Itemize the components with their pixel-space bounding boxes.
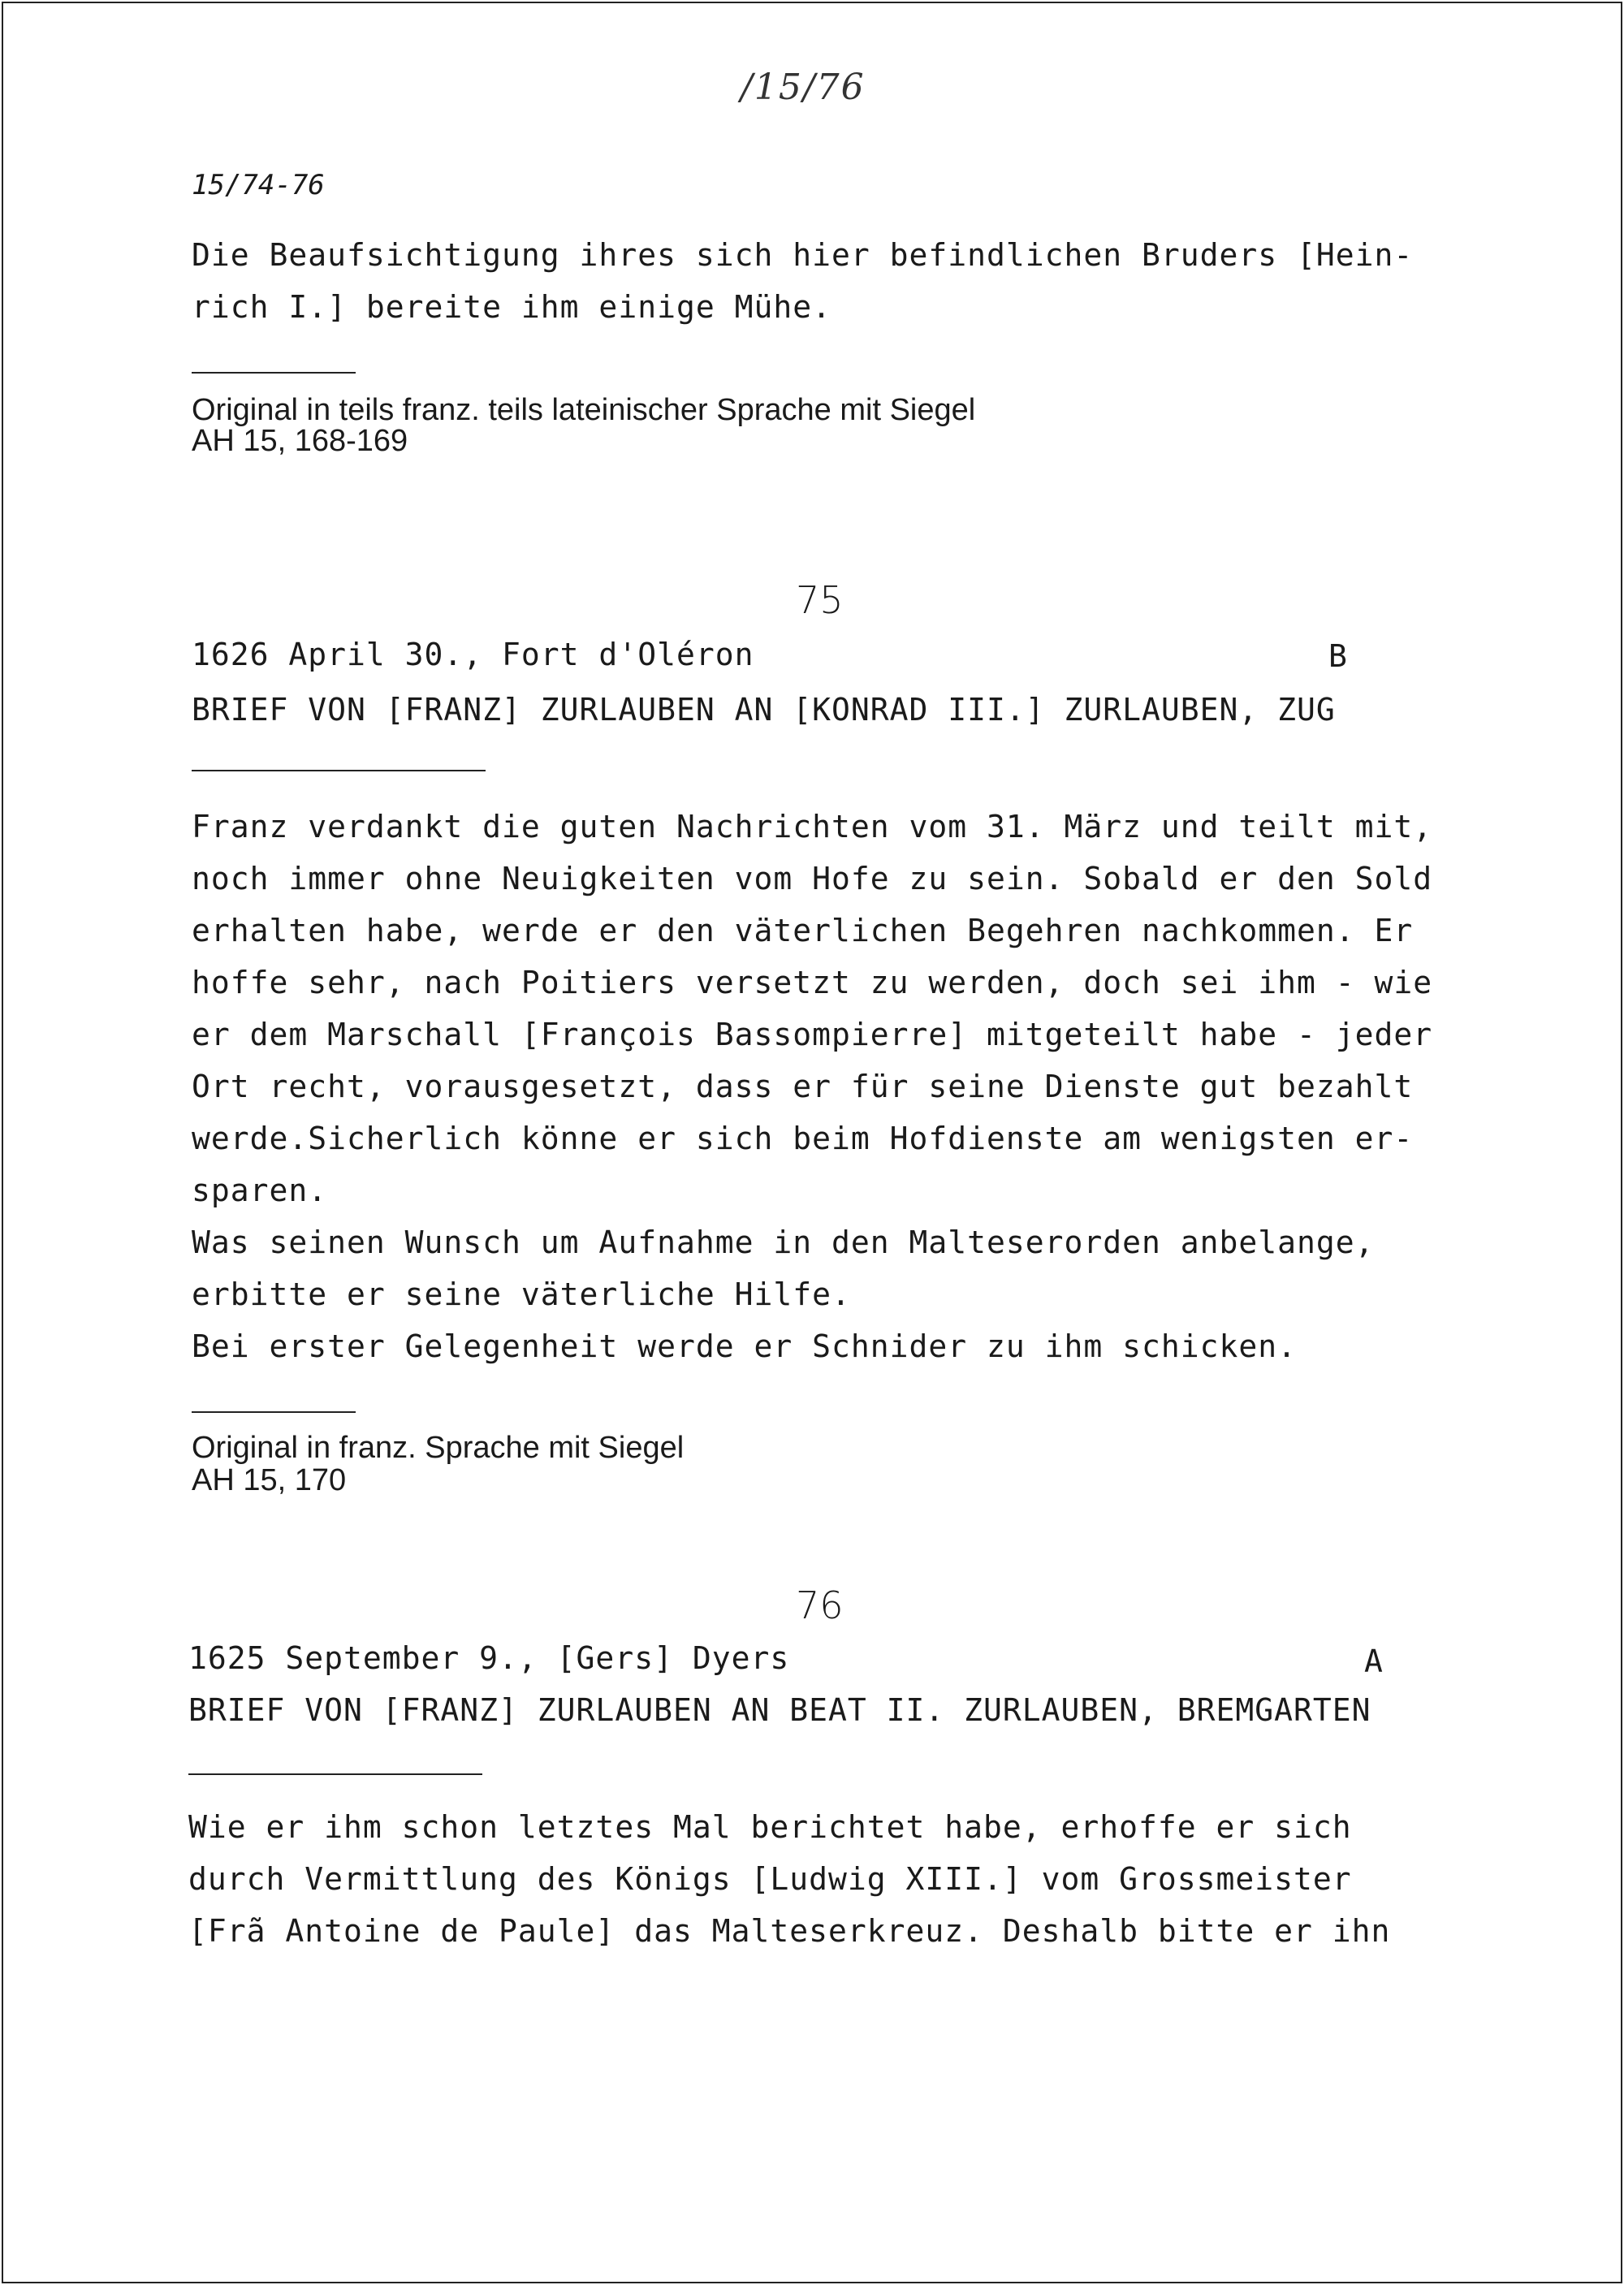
body-line: er dem Marschall [François Bassompierre] mitgeteilt habe - jeder [192, 1017, 1433, 1052]
body-line: Ort recht, vorausgesetzt, dass er für seine Dienste gut bezahlt [192, 1069, 1414, 1104]
divider-heading [188, 1773, 482, 1775]
body-line: durch Vermittlung des Königs [Ludwig XIII.] vom Grossmeister [188, 1861, 1352, 1897]
document-letter-code: A [1364, 1644, 1384, 1679]
body-line: noch immer ohne Neuigkeiten vom Hofe zu sein. Sobald er den Sold [192, 861, 1433, 896]
handwritten-page-mark: /15/76 [741, 67, 866, 108]
source-archive-ref: AH 15, 170 [192, 1463, 347, 1497]
source-note-line: Original in franz. Sprache mit Siegel [192, 1431, 685, 1465]
document-number: 76 [796, 1583, 844, 1627]
body-line: erhalten habe, werde er den väterlichen Begehren nachkommen. Er [192, 913, 1414, 948]
divider-heading [192, 770, 486, 771]
document-letter-code: B [1328, 638, 1348, 674]
body-line: Wie er ihm schon letztes Mal berichtet habe, erhoffe er sich [188, 1809, 1352, 1845]
body-line: sparen. [192, 1173, 328, 1208]
intro-paragraph [192, 229, 1413, 333]
body-line: [Frã Antoine de Paule] das Malteserkreuz. Deshalb bitte er ihn [188, 1913, 1391, 1949]
document-date-place: 1626 April 30., Fort d'Oléron [192, 637, 754, 672]
body-line: Franz verdankt die guten Nachrichten vom 31. März und teilt mit, [192, 809, 1433, 844]
source-note-line: Original in teils franz. teils lateinischer Sprache mit Siegel [192, 393, 976, 427]
document-heading: BRIEF VON [FRANZ] ZURLAUBEN AN BEAT II. ZURLAUBEN, BREMGARTEN [188, 1692, 1371, 1728]
document-number: 75 [796, 578, 844, 622]
document-date-place: 1625 September 9., [Gers] Dyers [188, 1640, 790, 1676]
intro-line: rich I.] bereite ihm einige Mühe. [192, 289, 831, 325]
body-line: Bei erster Gelegenheit werde er Schnider zu ihm schicken. [192, 1328, 1298, 1364]
document-body [188, 1801, 1390, 1957]
document-body [192, 801, 1432, 1372]
body-line: werde.Sicherlich könne er sich beim Hofdienste am wenigsten er- [192, 1121, 1414, 1156]
source-archive-ref: AH 15, 168-169 [192, 424, 408, 458]
body-line: erbitte er seine väterliche Hilfe. [192, 1276, 851, 1312]
body-line: hoffe sehr, nach Poitiers versetzt zu werden, doch sei ihm - wie [192, 965, 1433, 1000]
divider-short [192, 1411, 356, 1413]
document-heading: BRIEF VON [FRANZ] ZURLAUBEN AN [KONRAD III.] ZURLAUBEN, ZUG [192, 692, 1336, 728]
intro-line: Die Beaufsichtigung ihres sich hier befindlichen Bruders [Hein- [192, 237, 1414, 273]
divider-short [192, 372, 356, 374]
body-line: Was seinen Wunsch um Aufnahme in den Malteserorden anbelange, [192, 1225, 1375, 1260]
page-reference: 15/74-76 [192, 169, 325, 201]
